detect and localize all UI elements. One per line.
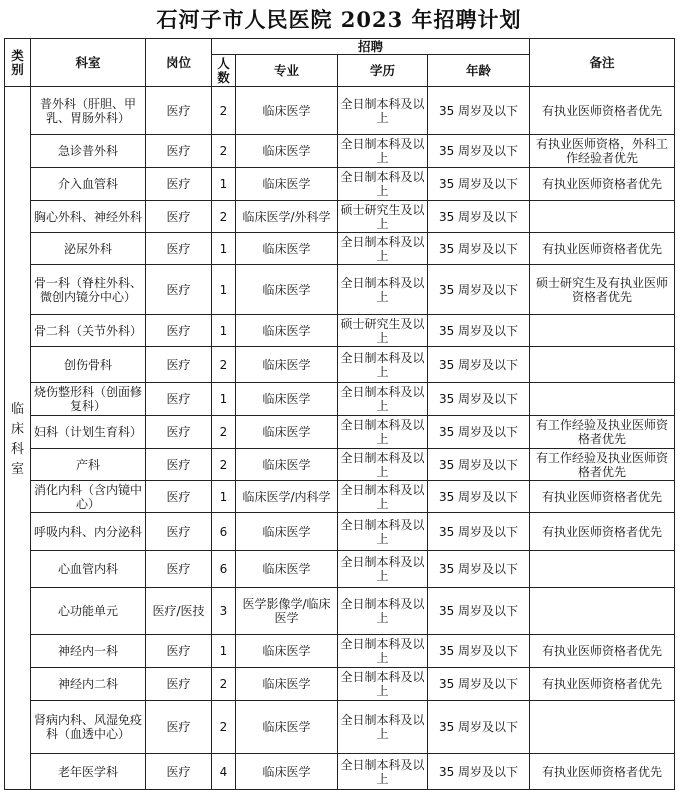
position-cell: 医疗 <box>146 754 212 790</box>
major-cell: 临床医学 <box>236 701 338 754</box>
count-cell: 1 <box>212 481 236 513</box>
note-cell: 有执业医师资格，外科工作经验者优先 <box>530 135 675 168</box>
major-cell: 临床医学 <box>236 87 338 135</box>
major-cell: 临床医学 <box>236 416 338 449</box>
major-cell: 临床医学 <box>236 668 338 701</box>
age-cell: 35 周岁及以下 <box>428 668 530 701</box>
recruitment-table <box>4 38 675 790</box>
count-cell: 6 <box>212 513 236 551</box>
education-cell: 全日制本科及以上 <box>338 449 428 481</box>
age-cell: 35 周岁及以下 <box>428 87 530 135</box>
dept-cell: 心血管内科 <box>31 551 146 588</box>
position-cell: 医疗/医技 <box>146 588 212 635</box>
major-cell: 临床医学 <box>236 168 338 201</box>
note-cell <box>530 588 675 635</box>
count-cell: 2 <box>212 87 236 135</box>
major-cell: 临床医学 <box>236 135 338 168</box>
major-cell: 临床医学 <box>236 635 338 668</box>
count-cell: 3 <box>212 588 236 635</box>
education-cell: 全日制本科及以上 <box>338 481 428 513</box>
count-cell: 2 <box>212 416 236 449</box>
education-cell: 全日制本科及以上 <box>338 383 428 416</box>
dept-cell: 呼吸内科、内分泌科 <box>31 513 146 551</box>
note-cell: 有执业医师资格者优先 <box>530 233 675 265</box>
education-cell: 全日制本科及以上 <box>338 265 428 315</box>
header-category: 类别 <box>5 39 31 87</box>
note-cell: 有执业医师资格者优先 <box>530 481 675 513</box>
age-cell: 35 周岁及以下 <box>428 701 530 754</box>
page-title: 石河子市人民医院 2023 年招聘计划 <box>156 7 522 32</box>
age-cell: 35 周岁及以下 <box>428 383 530 416</box>
note-cell <box>530 701 675 754</box>
age-cell: 35 周岁及以下 <box>428 265 530 315</box>
position-cell: 医疗 <box>146 168 212 201</box>
dept-cell: 泌尿外科 <box>31 233 146 265</box>
age-cell: 35 周岁及以下 <box>428 233 530 265</box>
position-cell: 医疗 <box>146 481 212 513</box>
note-cell <box>530 315 675 347</box>
header-age: 年龄 <box>428 55 530 87</box>
position-cell: 医疗 <box>146 265 212 315</box>
major-cell: 临床医学 <box>236 265 338 315</box>
note-cell: 有工作经验及执业医师资格者优先 <box>530 449 675 481</box>
dept-cell: 消化内科（含内镜中心） <box>31 481 146 513</box>
major-cell: 医学影像学/临床医学 <box>236 588 338 635</box>
education-cell: 全日制本科及以上 <box>338 668 428 701</box>
position-cell: 医疗 <box>146 201 212 233</box>
header-education: 学历 <box>338 55 428 87</box>
position-cell: 医疗 <box>146 551 212 588</box>
count-cell: 1 <box>212 315 236 347</box>
note-cell: 有执业医师资格者优先 <box>530 668 675 701</box>
note-cell: 有执业医师资格者优先 <box>530 168 675 201</box>
education-cell: 全日制本科及以上 <box>338 588 428 635</box>
education-cell: 全日制本科及以上 <box>338 168 428 201</box>
dept-cell: 烧伤整形科（创面修复科） <box>31 383 146 416</box>
dept-cell: 神经内二科 <box>31 668 146 701</box>
education-cell: 全日制本科及以上 <box>338 754 428 790</box>
header-count: 人数 <box>212 55 236 87</box>
note-cell: 有执业医师资格者优先 <box>530 754 675 790</box>
position-cell: 医疗 <box>146 416 212 449</box>
note-cell <box>530 383 675 416</box>
count-cell: 2 <box>212 701 236 754</box>
age-cell: 35 周岁及以下 <box>428 481 530 513</box>
position-cell: 医疗 <box>146 233 212 265</box>
position-cell: 医疗 <box>146 635 212 668</box>
count-cell: 2 <box>212 135 236 168</box>
education-cell: 全日制本科及以上 <box>338 416 428 449</box>
age-cell: 35 周岁及以下 <box>428 513 530 551</box>
major-cell: 临床医学/外科学 <box>236 201 338 233</box>
major-cell: 临床医学 <box>236 513 338 551</box>
dept-cell: 骨二科（关节外科） <box>31 315 146 347</box>
education-cell: 全日制本科及以上 <box>338 233 428 265</box>
note-cell: 有执业医师资格者优先 <box>530 635 675 668</box>
dept-cell: 胸心外科、神经外科 <box>31 201 146 233</box>
major-cell: 临床医学 <box>236 233 338 265</box>
dept-cell: 肾病内科、风湿免疫科（血透中心） <box>31 701 146 754</box>
count-cell: 6 <box>212 551 236 588</box>
position-cell: 医疗 <box>146 668 212 701</box>
education-cell: 全日制本科及以上 <box>338 551 428 588</box>
note-cell: 有执业医师资格者优先 <box>530 513 675 551</box>
education-cell: 全日制本科及以上 <box>338 635 428 668</box>
count-cell: 1 <box>212 233 236 265</box>
header-note: 备注 <box>530 39 675 87</box>
dept-cell: 创伤骨科 <box>31 347 146 383</box>
age-cell: 35 周岁及以下 <box>428 754 530 790</box>
position-cell: 医疗 <box>146 315 212 347</box>
dept-cell: 老年医学科 <box>31 754 146 790</box>
major-cell: 临床医学 <box>236 754 338 790</box>
education-cell: 硕士研究生及以上 <box>338 201 428 233</box>
age-cell: 35 周岁及以下 <box>428 635 530 668</box>
major-cell: 临床医学 <box>236 551 338 588</box>
age-cell: 35 周岁及以下 <box>428 588 530 635</box>
header-major: 专业 <box>236 55 338 87</box>
note-cell: 有执业医师资格者优先 <box>530 87 675 135</box>
education-cell: 全日制本科及以上 <box>338 347 428 383</box>
education-cell: 全日制本科及以上 <box>338 87 428 135</box>
major-cell: 临床医学 <box>236 449 338 481</box>
dept-cell: 介入血管科 <box>31 168 146 201</box>
note-cell <box>530 347 675 383</box>
education-cell: 全日制本科及以上 <box>338 513 428 551</box>
count-cell: 1 <box>212 265 236 315</box>
header-recruit-group: 招聘 <box>212 39 530 55</box>
dept-cell: 急诊普外科 <box>31 135 146 168</box>
note-cell: 硕士研究生及有执业医师资格者优先 <box>530 265 675 315</box>
count-cell: 1 <box>212 168 236 201</box>
category-cell: 临床科室 <box>5 87 31 790</box>
count-cell: 2 <box>212 347 236 383</box>
count-cell: 4 <box>212 754 236 790</box>
major-cell: 临床医学 <box>236 347 338 383</box>
dept-cell: 普外科（肝胆、甲乳、胃肠外科） <box>31 87 146 135</box>
age-cell: 35 周岁及以下 <box>428 168 530 201</box>
position-cell: 医疗 <box>146 87 212 135</box>
position-cell: 医疗 <box>146 449 212 481</box>
dept-cell: 产科 <box>31 449 146 481</box>
count-cell: 1 <box>212 383 236 416</box>
position-cell: 医疗 <box>146 347 212 383</box>
header-position: 岗位 <box>146 39 212 87</box>
age-cell: 35 周岁及以下 <box>428 201 530 233</box>
header-department: 科室 <box>31 39 146 87</box>
note-cell: 有工作经验及执业医师资格者优先 <box>530 416 675 449</box>
education-cell: 硕士研究生及以上 <box>338 315 428 347</box>
count-cell: 2 <box>212 449 236 481</box>
age-cell: 35 周岁及以下 <box>428 135 530 168</box>
position-cell: 医疗 <box>146 513 212 551</box>
position-cell: 医疗 <box>146 701 212 754</box>
dept-cell: 神经内一科 <box>31 635 146 668</box>
major-cell: 临床医学 <box>236 315 338 347</box>
position-cell: 医疗 <box>146 135 212 168</box>
note-cell <box>530 201 675 233</box>
major-cell: 临床医学/内科学 <box>236 481 338 513</box>
age-cell: 35 周岁及以下 <box>428 449 530 481</box>
age-cell: 35 周岁及以下 <box>428 551 530 588</box>
count-cell: 1 <box>212 635 236 668</box>
count-cell: 2 <box>212 668 236 701</box>
position-cell: 医疗 <box>146 383 212 416</box>
age-cell: 35 周岁及以下 <box>428 315 530 347</box>
education-cell: 全日制本科及以上 <box>338 135 428 168</box>
major-cell: 临床医学 <box>236 383 338 416</box>
dept-cell: 妇科（计划生育科） <box>31 416 146 449</box>
count-cell: 2 <box>212 201 236 233</box>
age-cell: 35 周岁及以下 <box>428 347 530 383</box>
dept-cell: 骨一科（脊柱外科、微创内镜分中心） <box>31 265 146 315</box>
education-cell: 全日制本科及以上 <box>338 701 428 754</box>
age-cell: 35 周岁及以下 <box>428 416 530 449</box>
note-cell <box>530 551 675 588</box>
dept-cell: 心功能单元 <box>31 588 146 635</box>
